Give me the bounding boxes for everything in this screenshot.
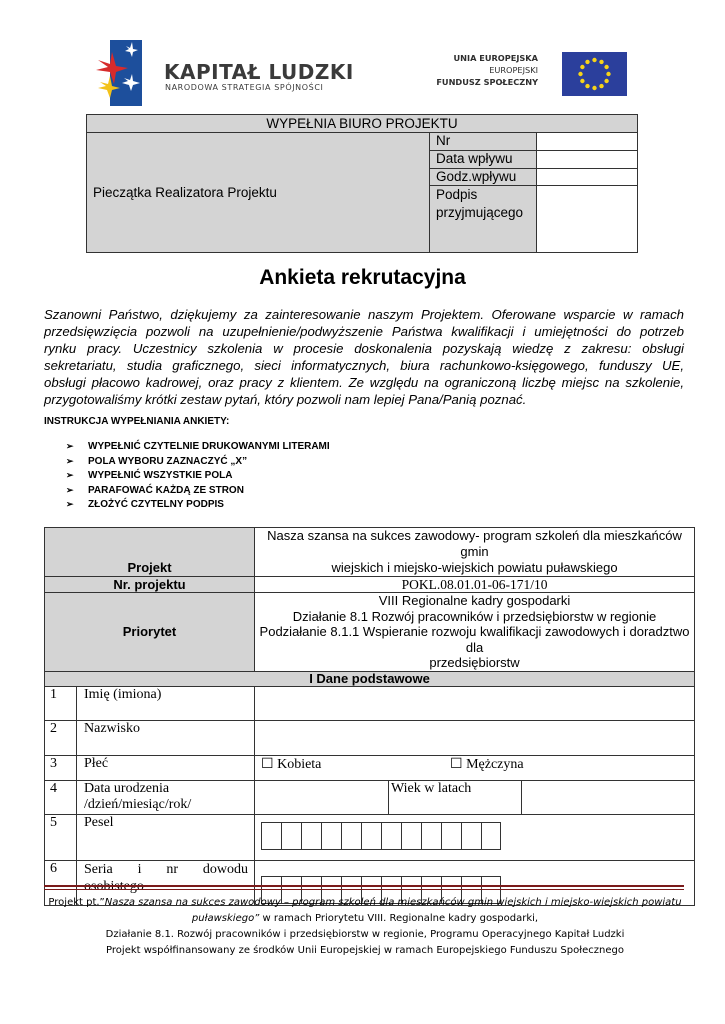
nr-input[interactable] (537, 133, 638, 151)
intro-line-5: obsługi płacowo kadrowej, oraz pracy z klientem. Ze względu na ograniczoną liczbę miejsc na szkolenie, (44, 375, 684, 390)
eu-line-1: UNIA EUROPEJSKA (453, 53, 538, 63)
instruction-text: WYPEŁNIĆ CZYTELNIE DRUKOWANYMI LITERAMI (88, 441, 330, 452)
stamp-label: Pieczątka Realizatora Projektu (93, 185, 277, 200)
intro-line-4: sekretariatu, studia graficznego, sieci informatycznych, biura rachunkowo-księgowego, funduszy UE, (44, 358, 684, 373)
digit-box[interactable] (481, 822, 501, 850)
footer-line-3: Działanie 8.1. Rozwój pracowników i przedsiębiorstw w regionie, Programu Operacyjnego Kapitał Ludzki (105, 929, 625, 940)
digit-box[interactable] (261, 822, 281, 850)
intro-line-3: rynku pracy. Uczestnicy szkolenia w procesie doskonalenia pozyskają wiedzę z zakresu: obsługi (44, 341, 684, 356)
gender-label: Płeć (77, 755, 255, 780)
list-item (66, 468, 330, 483)
row-number: 3 (45, 755, 77, 780)
pesel-cell (255, 814, 695, 860)
kapital-ludzki-logo (90, 38, 370, 108)
project-name (255, 528, 695, 577)
instruction-text: POLA WYBORU ZAZNACZYĆ „X” (88, 455, 248, 467)
first-name-input[interactable] (255, 686, 695, 720)
project-label: Projekt (45, 528, 255, 577)
priority-line-3: Podziałanie 8.1.1 Wspieranie rozwoju kwalifikacji zawodowych i doradztwo dla (259, 624, 690, 655)
age-input[interactable] (522, 780, 695, 814)
checkbox-icon[interactable]: ☐ (450, 756, 463, 772)
last-name-label: Nazwisko (77, 720, 255, 755)
list-item (66, 454, 330, 469)
data-wplywu-input[interactable] (537, 151, 638, 169)
priority-value (255, 593, 695, 672)
id-number-label-line-2: osobistego (84, 878, 144, 894)
signature-label-line-2: przyjmującego (436, 205, 524, 220)
data-wplywu-label: Data wpływu (430, 151, 537, 169)
godz-wplywu-label: Godz.wpływu (430, 169, 537, 186)
birth-date-label (77, 780, 255, 814)
digit-box[interactable] (281, 822, 301, 850)
signature-label (430, 186, 537, 253)
list-item (66, 483, 330, 498)
footer-prefix: Projekt pt.” (48, 897, 105, 908)
gender-options (255, 755, 695, 780)
eu-line-2: EUROPEJSKI (489, 65, 538, 75)
nr-label: Nr (430, 133, 537, 151)
arrow-bullet-icon: ➢ (66, 484, 74, 495)
form-table (44, 527, 695, 906)
office-use-header: WYPEŁNIA BIURO PROJEKTU (87, 115, 638, 133)
digit-box[interactable] (381, 822, 401, 850)
project-number-label: Nr. projektu (45, 577, 255, 593)
row-number: 2 (45, 720, 77, 755)
instruction-text: WYPEŁNIĆ WSZYSTKIE POLA (88, 470, 233, 481)
instructions-list (66, 439, 330, 512)
arrow-bullet-icon: ➢ (66, 499, 74, 509)
footer-project-title: Nasza szansa na sukces zawodowy – program szkoleń dla mieszkańców gmin wiejskich i miejsko-wiejskich powiatu (104, 897, 682, 908)
pesel-label: Pesel (77, 814, 255, 860)
page-title: Ankieta rekrutacyjna (259, 266, 466, 289)
arrow-bullet-icon: ➢ (66, 470, 74, 480)
intro-line-6: przygotowaliśmy krótki zestaw pytań, który pozwoli nam lepiej Pana/Panią poznać. (44, 392, 527, 407)
intro-line-2: przedsięwzięcia pozwoli na uzupełnienie/podwyższenie Państwa kwalifikacji i umiejętności do potrzeb (44, 324, 684, 339)
digit-box[interactable] (461, 822, 481, 850)
row-number: 1 (45, 686, 77, 720)
section-title: I Dane podstawowe (45, 671, 695, 686)
digit-box[interactable] (421, 822, 441, 850)
priority-line-2: Działanie 8.1 Rozwój pracowników i przedsiębiorstw w regionie (292, 608, 657, 624)
last-name-input[interactable] (255, 720, 695, 755)
birth-date-label-line-1: Data urodzenia (84, 780, 170, 796)
birth-date-label-line-2: /dzień/miesiąc/rok/ (84, 796, 192, 812)
kapital-ludzki-emblem-icon (90, 38, 150, 108)
intro-paragraph (44, 306, 684, 408)
kapital-ludzki-subtitle: NARODOWA STRATEGIA SPÓJNOŚCI (165, 83, 324, 92)
project-number-value: POKL.08.01.01-06-171/10 (255, 577, 695, 593)
footer-line-4: Projekt współfinansowany ze środków Unii Europejskiej w ramach Europejskiego Funduszu Społecznego (106, 945, 624, 956)
row-number: 6 (45, 860, 77, 905)
digit-box[interactable] (341, 822, 361, 850)
arrow-bullet-icon: ➢ (66, 441, 74, 451)
eu-line-3: FUNDUSZ SPOŁECZNY (436, 77, 538, 87)
godz-wplywu-input[interactable] (537, 169, 638, 186)
row-number: 5 (45, 814, 77, 860)
priority-line-1: VIII Regionalne kadry gospodarki (378, 593, 571, 608)
priority-line-4: przedsiębiorstw (429, 655, 520, 670)
pesel-input[interactable] (261, 822, 694, 850)
eu-flag-icon (562, 52, 627, 96)
priority-label: Priorytet (45, 593, 255, 672)
footer-line-1 (30, 895, 700, 911)
intro-line-1: Szanowni Państwo, dziękujemy za zainteresowanie naszym Projektem. Oferowane wsparcie w ramach (44, 307, 684, 322)
footer-priority: w ramach Priorytetu VIII. Regionalne kadry gospodarki, (259, 913, 539, 924)
digit-box[interactable] (301, 822, 321, 850)
age-label: Wiek w latach (389, 780, 522, 814)
digit-box[interactable] (441, 822, 461, 850)
digit-box[interactable] (321, 822, 341, 850)
checkbox-icon[interactable]: ☐ (261, 756, 274, 772)
digit-box[interactable] (401, 822, 421, 850)
footer-rule-bottom (44, 889, 684, 890)
gender-female-option[interactable] (261, 756, 321, 773)
footer-line-2 (30, 911, 700, 927)
gender-male-option[interactable] (450, 756, 524, 773)
footer-rule-top (44, 885, 684, 887)
footer (30, 895, 700, 959)
stamp-cell (87, 133, 430, 253)
office-use-table (86, 114, 638, 253)
instructions-heading: INSTRUKCJA WYPEŁNIANIA ANKIETY: (44, 416, 230, 427)
list-item (66, 497, 330, 512)
project-name-line-2: wiejskich i miejsko-wiejskich powiatu puławskiego (331, 560, 618, 575)
project-name-line-1: Nasza szansa na sukces zawodowy- program szkoleń dla mieszkańców gmin (267, 528, 682, 559)
footer-project-title-end: puławskiego” (191, 913, 260, 924)
row-number: 4 (45, 780, 77, 814)
instruction-text: PARAFOWAĆ KAŻDĄ ZE STRON (88, 484, 244, 496)
instruction-text: ZŁOŻYĆ CZYTELNY PODPIS (88, 499, 224, 510)
signature-label-line-1: Podpis (436, 187, 478, 202)
first-name-label: Imię (imiona) (77, 686, 255, 720)
eu-text (418, 52, 538, 88)
id-number-label-line-1: Seria i nr dowodu (84, 861, 249, 877)
gender-male-label: Mężczyna (466, 756, 524, 772)
signature-input[interactable] (537, 186, 638, 253)
birth-date-input[interactable] (255, 780, 389, 814)
gender-female-label: Kobieta (277, 756, 322, 772)
list-item (66, 439, 330, 454)
digit-box[interactable] (361, 822, 381, 850)
eu-logo (418, 50, 630, 98)
kapital-ludzki-title: KAPITAŁ LUDZKI (164, 60, 354, 84)
arrow-bullet-icon: ➢ (66, 455, 74, 466)
